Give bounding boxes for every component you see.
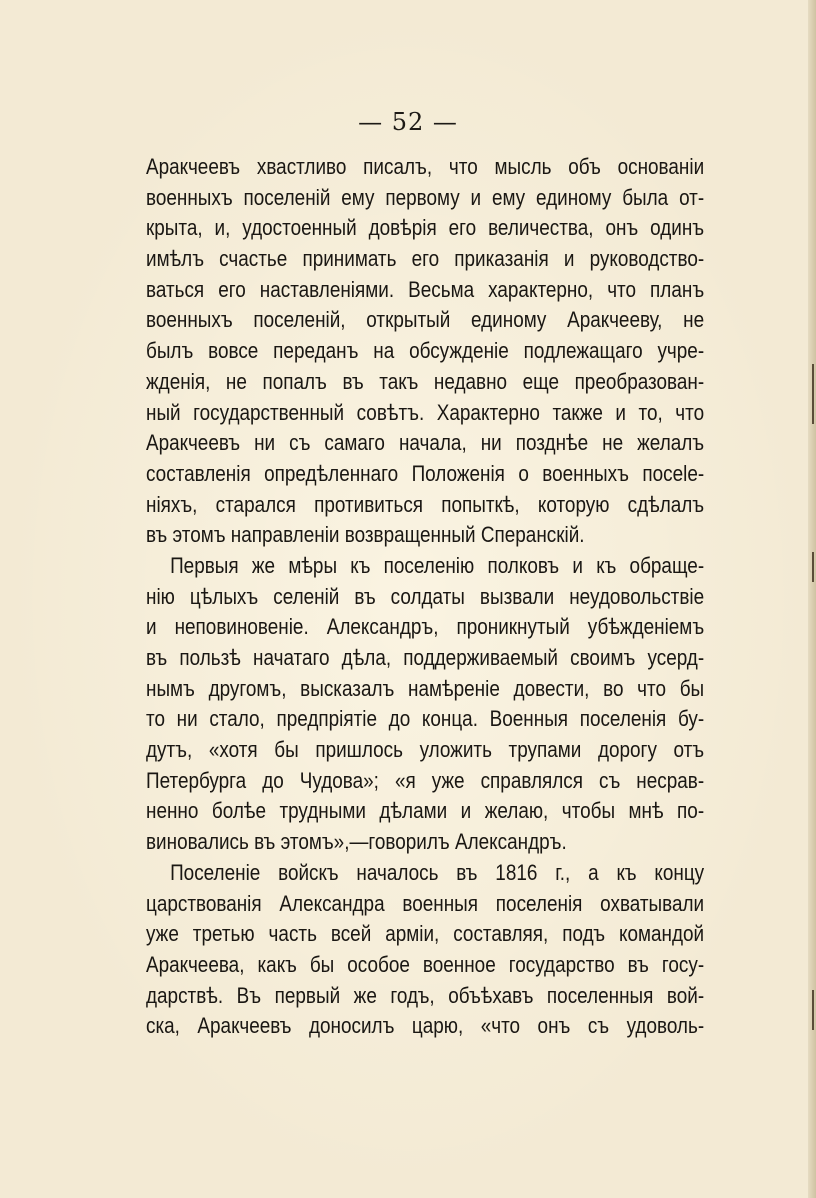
text-line: то ни стало, предпріятіе до конца. Военныя поселенія бу- bbox=[146, 706, 705, 732]
text-line: ный государственный совѣтъ. Характерно также и то, что bbox=[146, 399, 705, 425]
text-line: ска, Аракчеевъ доносилъ царю, «что онъ съ удоволь- bbox=[146, 1013, 705, 1039]
body-text bbox=[146, 152, 704, 1042]
edge-mark bbox=[812, 552, 814, 582]
text-line: виновались въ этомъ»,—говорилъ Александръ. bbox=[146, 829, 567, 855]
text-line: дутъ, «хотя бы пришлось уложить трупами дорогу отъ bbox=[146, 737, 705, 763]
text-line: и неповиновеніе. Александръ, проникнутый убѣжденіемъ bbox=[146, 614, 705, 640]
text-line: военныхъ поселеній, открытый единому Аракчееву, не bbox=[146, 307, 705, 333]
text-line: военныхъ поселеній ему первому и ему единому была от- bbox=[146, 184, 705, 210]
text-line: ненно болѣе трудными дѣлами и желаю, чтобы мнѣ по- bbox=[146, 798, 705, 824]
text-line: имѣлъ счастье принимать его приказанія и руководство- bbox=[146, 246, 705, 272]
text-line: дарствѣ. Въ первый же годъ, объѣхавъ поселенныя вой- bbox=[146, 982, 705, 1008]
text-line: Поселеніе войскъ началось въ 1816 г., а къ концу bbox=[170, 859, 705, 885]
text-line: былъ вовсе переданъ на обсужденіе подлежащаго учре- bbox=[146, 338, 705, 364]
text-line: Аракчеева, какъ бы особое военное государство въ госу- bbox=[146, 951, 705, 977]
text-line: Первыя же мѣры къ поселенію полковъ и къ обраще- bbox=[170, 552, 705, 578]
text-line: Аракчеевъ ни съ самаго начала, ни позднѣе не желалъ bbox=[146, 430, 705, 456]
text-line: уже третью часть всей арміи, составляя, подъ командой bbox=[146, 921, 705, 947]
edge-mark bbox=[812, 364, 814, 424]
text-line: нымъ другомъ, высказалъ намѣреніе довести, во что бы bbox=[146, 675, 705, 701]
text-line: крыта, и, удостоенный довѣрія его величества, онъ одинъ bbox=[146, 215, 705, 241]
text-line: Аракчеевъ хвастливо писалъ, что мысль объ основаніи bbox=[146, 154, 705, 179]
text-line: въ этомъ направленіи возвращенный Сперанскій. bbox=[146, 522, 585, 548]
text-line: ніяхъ, старался противиться попыткѣ, которую сдѣлалъ bbox=[146, 491, 705, 517]
text-line: ваться его наставленіями. Весьма характерно, что планъ bbox=[146, 276, 705, 302]
text-line: въ пользѣ начатаго дѣла, поддерживаемый своимъ усерд- bbox=[146, 645, 705, 670]
text-line: составленія опредѣленнаго Положенія о военныхъ посele- bbox=[146, 460, 705, 486]
text-line: нію цѣлыхъ селеній въ солдаты вызвали неудовольствіе bbox=[146, 583, 705, 609]
text-line: жденія, не попалъ въ такъ недавно еще преобразован- bbox=[146, 368, 705, 394]
text-line: царствованія Александра военныя поселенія охватывали bbox=[146, 890, 705, 916]
text-line: Петербурга до Чудова»; «я уже справлялся съ несрав- bbox=[146, 767, 705, 793]
edge-mark bbox=[812, 990, 814, 1030]
page-number: — 52 — bbox=[358, 108, 458, 136]
